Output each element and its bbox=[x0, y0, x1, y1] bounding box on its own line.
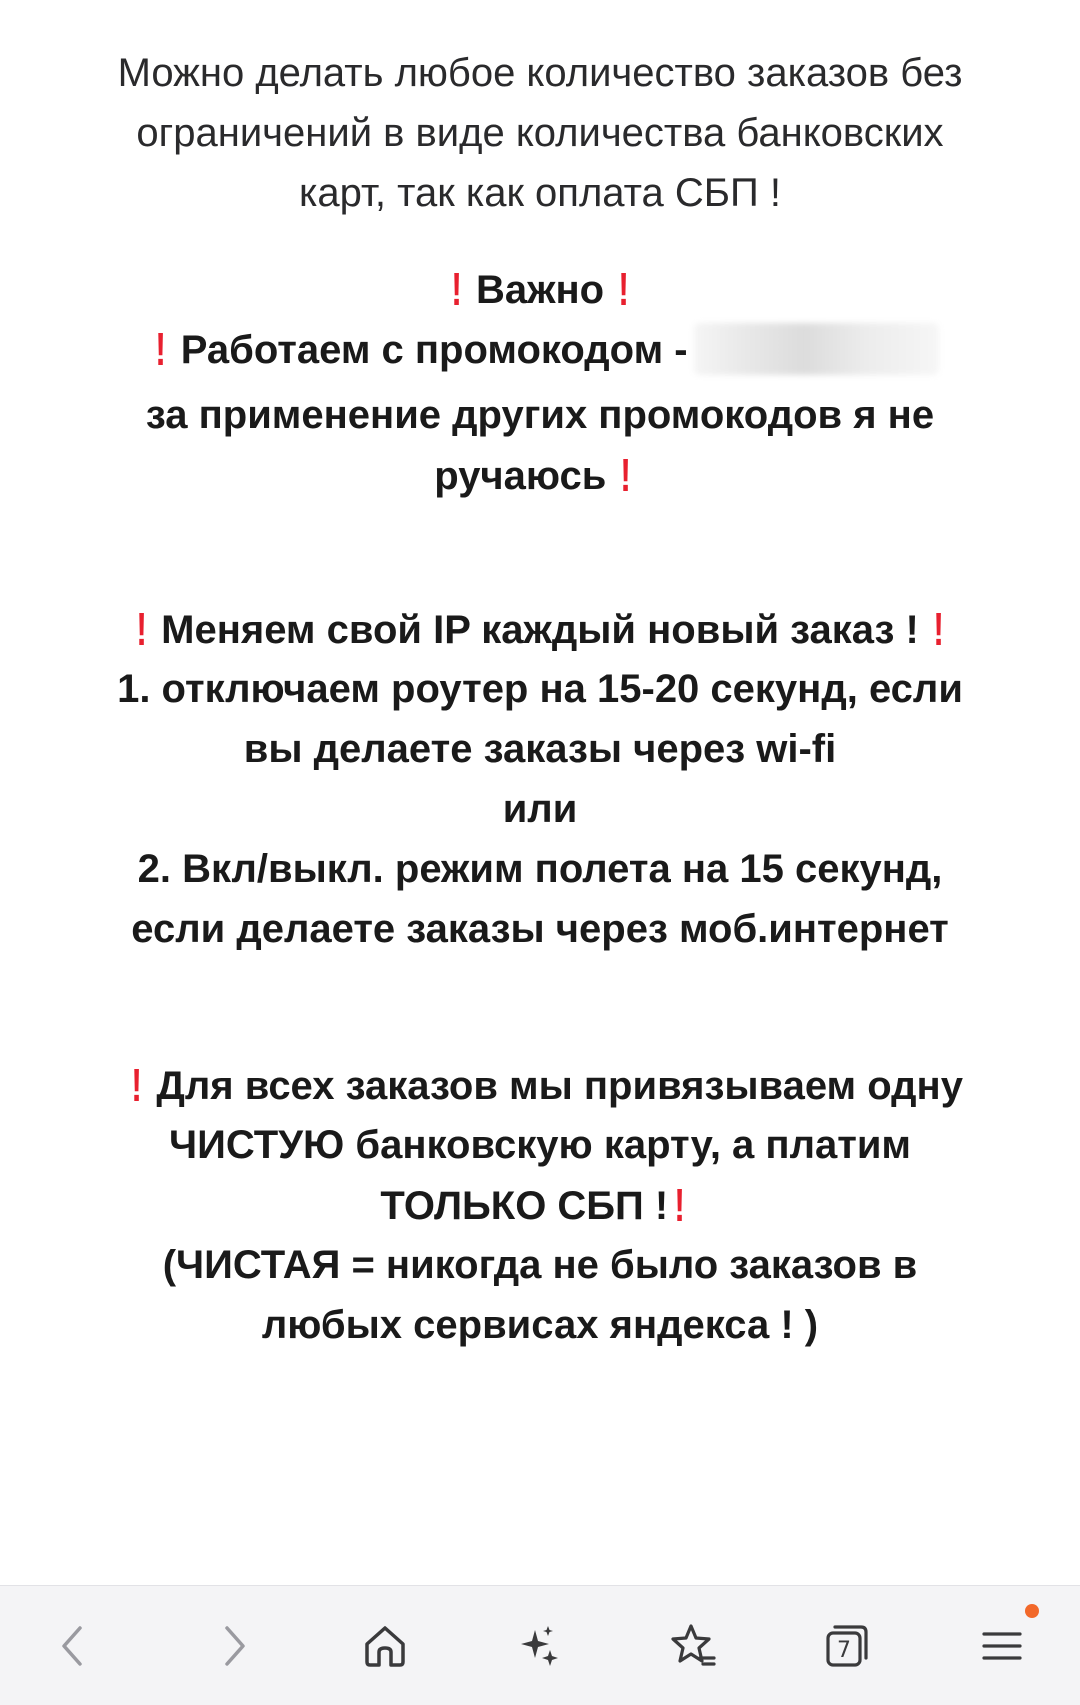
important-text: Важно bbox=[475, 268, 605, 312]
menu-notification-badge bbox=[1025, 1604, 1039, 1618]
favorites-button[interactable] bbox=[661, 1614, 725, 1678]
ip-or: или bbox=[502, 787, 578, 831]
intro-line-3: карт, так как оплата СБП ! bbox=[298, 171, 782, 215]
home-button[interactable] bbox=[353, 1614, 417, 1678]
card-line-1-text: Для всех заказов мы привязываем одну bbox=[156, 1064, 963, 1108]
back-icon bbox=[48, 1620, 100, 1672]
important-heading bbox=[0, 256, 1080, 323]
promo-line bbox=[0, 316, 1080, 383]
browser-toolbar bbox=[0, 1585, 1080, 1705]
exclamation-icon: ! bbox=[933, 603, 944, 655]
blurred-promo-code bbox=[694, 323, 939, 375]
ip-step-1-line-2: вы делаете заказы через wi-fi bbox=[243, 727, 837, 771]
sparkle-icon bbox=[513, 1620, 565, 1672]
tabs-icon bbox=[821, 1620, 873, 1672]
back-button[interactable] bbox=[42, 1614, 106, 1678]
exclamation-icon: ! bbox=[618, 263, 630, 315]
exclamation-icon: ! bbox=[155, 323, 167, 375]
intro-line-2: ограничений в виде количества банковских bbox=[136, 111, 944, 155]
assistant-button[interactable] bbox=[507, 1614, 571, 1678]
ip-title bbox=[0, 596, 1080, 663]
tabs-count: 7 bbox=[837, 1638, 851, 1663]
ip-step-2-line-2: если делаете заказы через моб.интернет bbox=[131, 907, 949, 951]
favorites-icon bbox=[667, 1620, 719, 1672]
promo-warning-line-2 bbox=[0, 442, 1080, 509]
ip-step-2-line-1: 2. Вкл/выкл. режим полета на 15 секунд, bbox=[137, 847, 943, 891]
tabs-button[interactable] bbox=[815, 1614, 879, 1678]
promo-label: Работаем с промокодом - bbox=[180, 328, 688, 372]
forward-button[interactable] bbox=[201, 1614, 265, 1678]
menu-icon bbox=[976, 1620, 1028, 1672]
card-line-3-text: ТОЛЬКО СБП ! bbox=[380, 1184, 669, 1228]
promo-warning-line-1: за применение других промокодов я не bbox=[145, 393, 935, 437]
forward-icon bbox=[207, 1620, 259, 1672]
ip-step-1-line-1: 1. отключаем роутер на 15-20 секунд, если bbox=[117, 667, 963, 711]
exclamation-icon: ! bbox=[450, 263, 462, 315]
card-line-4: (ЧИСТАЯ = никогда не было заказов в bbox=[162, 1243, 918, 1287]
intro-line-1: Можно делать любое количество заказов без bbox=[117, 51, 963, 95]
card-line-5: любых сервисах яндекса ! ) bbox=[261, 1303, 819, 1347]
menu-button[interactable] bbox=[970, 1614, 1034, 1678]
ip-title-text: Меняем свой IP каждый новый заказ ! bbox=[161, 608, 919, 652]
exclamation-icon: ! bbox=[136, 603, 147, 655]
card-line-2: ЧИСТУЮ банковскую карту, а платим bbox=[168, 1123, 911, 1167]
card-line-1 bbox=[0, 1052, 1080, 1119]
card-line-3 bbox=[0, 1172, 1080, 1239]
exclamation-icon: ! bbox=[674, 1179, 686, 1231]
exclamation-icon: ! bbox=[131, 1059, 143, 1111]
promo-warning-text: ручаюсь bbox=[434, 454, 607, 498]
home-icon bbox=[359, 1620, 411, 1672]
exclamation-icon: ! bbox=[620, 449, 632, 501]
